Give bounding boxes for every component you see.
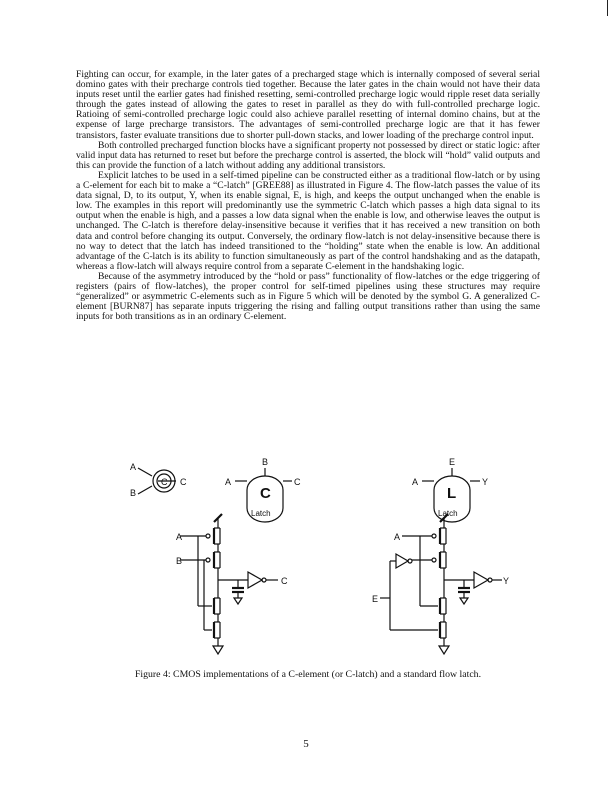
c-latch-name: Latch <box>251 509 271 518</box>
paragraph-4: Because of the asymmetry introduced by the “hold or pass” functionality of flow-latches or the edge triggering of registers (pairs of flow-latches), the proper control for self-timed pipelines using these structures may require “generalized” or asymmetric C-elements such as in Figure 5 which will be denoted by the symbol G. A generalized C-element [BURN87] has separate inputs triggering the rising and falling output transitions rather than using the same inputs for both transitions as in an ordinary C-element. <box>76 270 540 323</box>
c-latch-control: B <box>262 458 269 467</box>
l-circuit-enable-inverter-icon <box>396 554 408 568</box>
c-circuit-input-a: A <box>176 532 183 542</box>
c-symbol-output: C <box>180 477 187 487</box>
flow-latch-glyph: L <box>447 485 457 502</box>
flow-latch-cmos-circuit <box>372 514 509 654</box>
c-symbol-glyph: C <box>161 477 168 487</box>
l-circuit-enable: E <box>372 594 379 604</box>
body-text <box>76 70 540 322</box>
c-latch-input-a: A <box>225 477 232 487</box>
figure-4 <box>110 458 510 668</box>
figure-4-diagram <box>110 458 510 668</box>
page-edge-mark <box>607 0 608 16</box>
c-latch-output: C <box>294 477 301 487</box>
l-circuit-inverter-icon <box>474 572 488 588</box>
c-latch-block <box>225 458 301 522</box>
l-circuit-output: Y <box>503 576 510 586</box>
flow-latch-output: Y <box>482 477 489 487</box>
flow-latch-control: E <box>449 458 456 467</box>
c-circuit-gnd-icon <box>213 646 223 654</box>
c-circuit-output: C <box>281 576 288 586</box>
paragraph-3: Explicit latches to be used in a self-timed pipeline can be constructed either as a traditional flow-latch or by using a C-element for each bit to make a “C-latch” [GREE88] as illustrated in Figure 4. The flow-latch passes the value of its data signal, D, to its output, Y, when its enable signal, E, is high, and keeps the output unchanged when the enable is low. The examples in this report will predominantly use the symmetric C-latch which passes a high data signal to its output when the enable is high, and a passes a low data signal when the enable is low, and otherwise leaves the output is unchanged. The C-latch is therefore delay-insensitive because it verifies that it has received a new transition on both data and control before changing its output. Conversely, the ordinary flow-latch is not delay-insensitive because there is no way to detect that the latch has indeed transitioned to the “holding” state when the enable is low. An additional advantage of the C-latch is its ability to function simultaneously as part of the control handshaking and as the datapath, whereas a flow-latch will always require control from a separate C-element in the handshaking logic. <box>76 169 540 272</box>
paragraph-2: Both controlled precharged function blocks have a significant property not possessed by direct or static logic: after valid input data has returned to reset but before the precharge control is asserted, the block will “hold” valid outputs and this can provide the function of a latch without adding any additional transistors. <box>76 139 540 171</box>
flow-latch-block <box>412 458 488 522</box>
flow-latch-name: Latch <box>438 509 458 518</box>
c-circuit-inverter-icon <box>248 572 262 588</box>
c-element-cmos-circuit <box>176 514 288 654</box>
page-number: 5 <box>303 738 309 750</box>
c-circuit-input-b: B <box>176 556 183 566</box>
flow-latch-input-a: A <box>412 477 419 487</box>
c-symbol-input-a: A <box>130 462 137 472</box>
l-circuit-gnd-icon <box>439 646 449 654</box>
figure-caption: Figure 4: CMOS implementations of a C-element (or C-latch) and a standard flow latch. <box>134 669 482 680</box>
l-circuit-input-a: A <box>394 532 401 542</box>
c-latch-glyph: C <box>260 485 271 502</box>
paragraph-1: Fighting can occur, for example, in the later gates of a precharged stage which is internally composed of several serial domino gates with their precharge controls tied together. Because the later gates in the chain would not have their data inputs reset until the earlier gates had finished resetting, semi-controlled precharge logic would ripple reset data serially through the gates instead of allowing the gates to reset in parallel as they do with full-controlled precharge logic. Ratioing of semi-controlled precharge logic could also achieve parallel resetting of internal domino chains, but at the expense of large precharge transistors. The advantages of semi-controlled precharge logic are that it has fewer transistors, faster evaluate transitions due to shorter pull-down stacks, and lower loading of the precharge control input. <box>76 69 540 141</box>
c-element-symbol <box>130 462 187 498</box>
c-symbol-input-b: B <box>130 488 137 498</box>
